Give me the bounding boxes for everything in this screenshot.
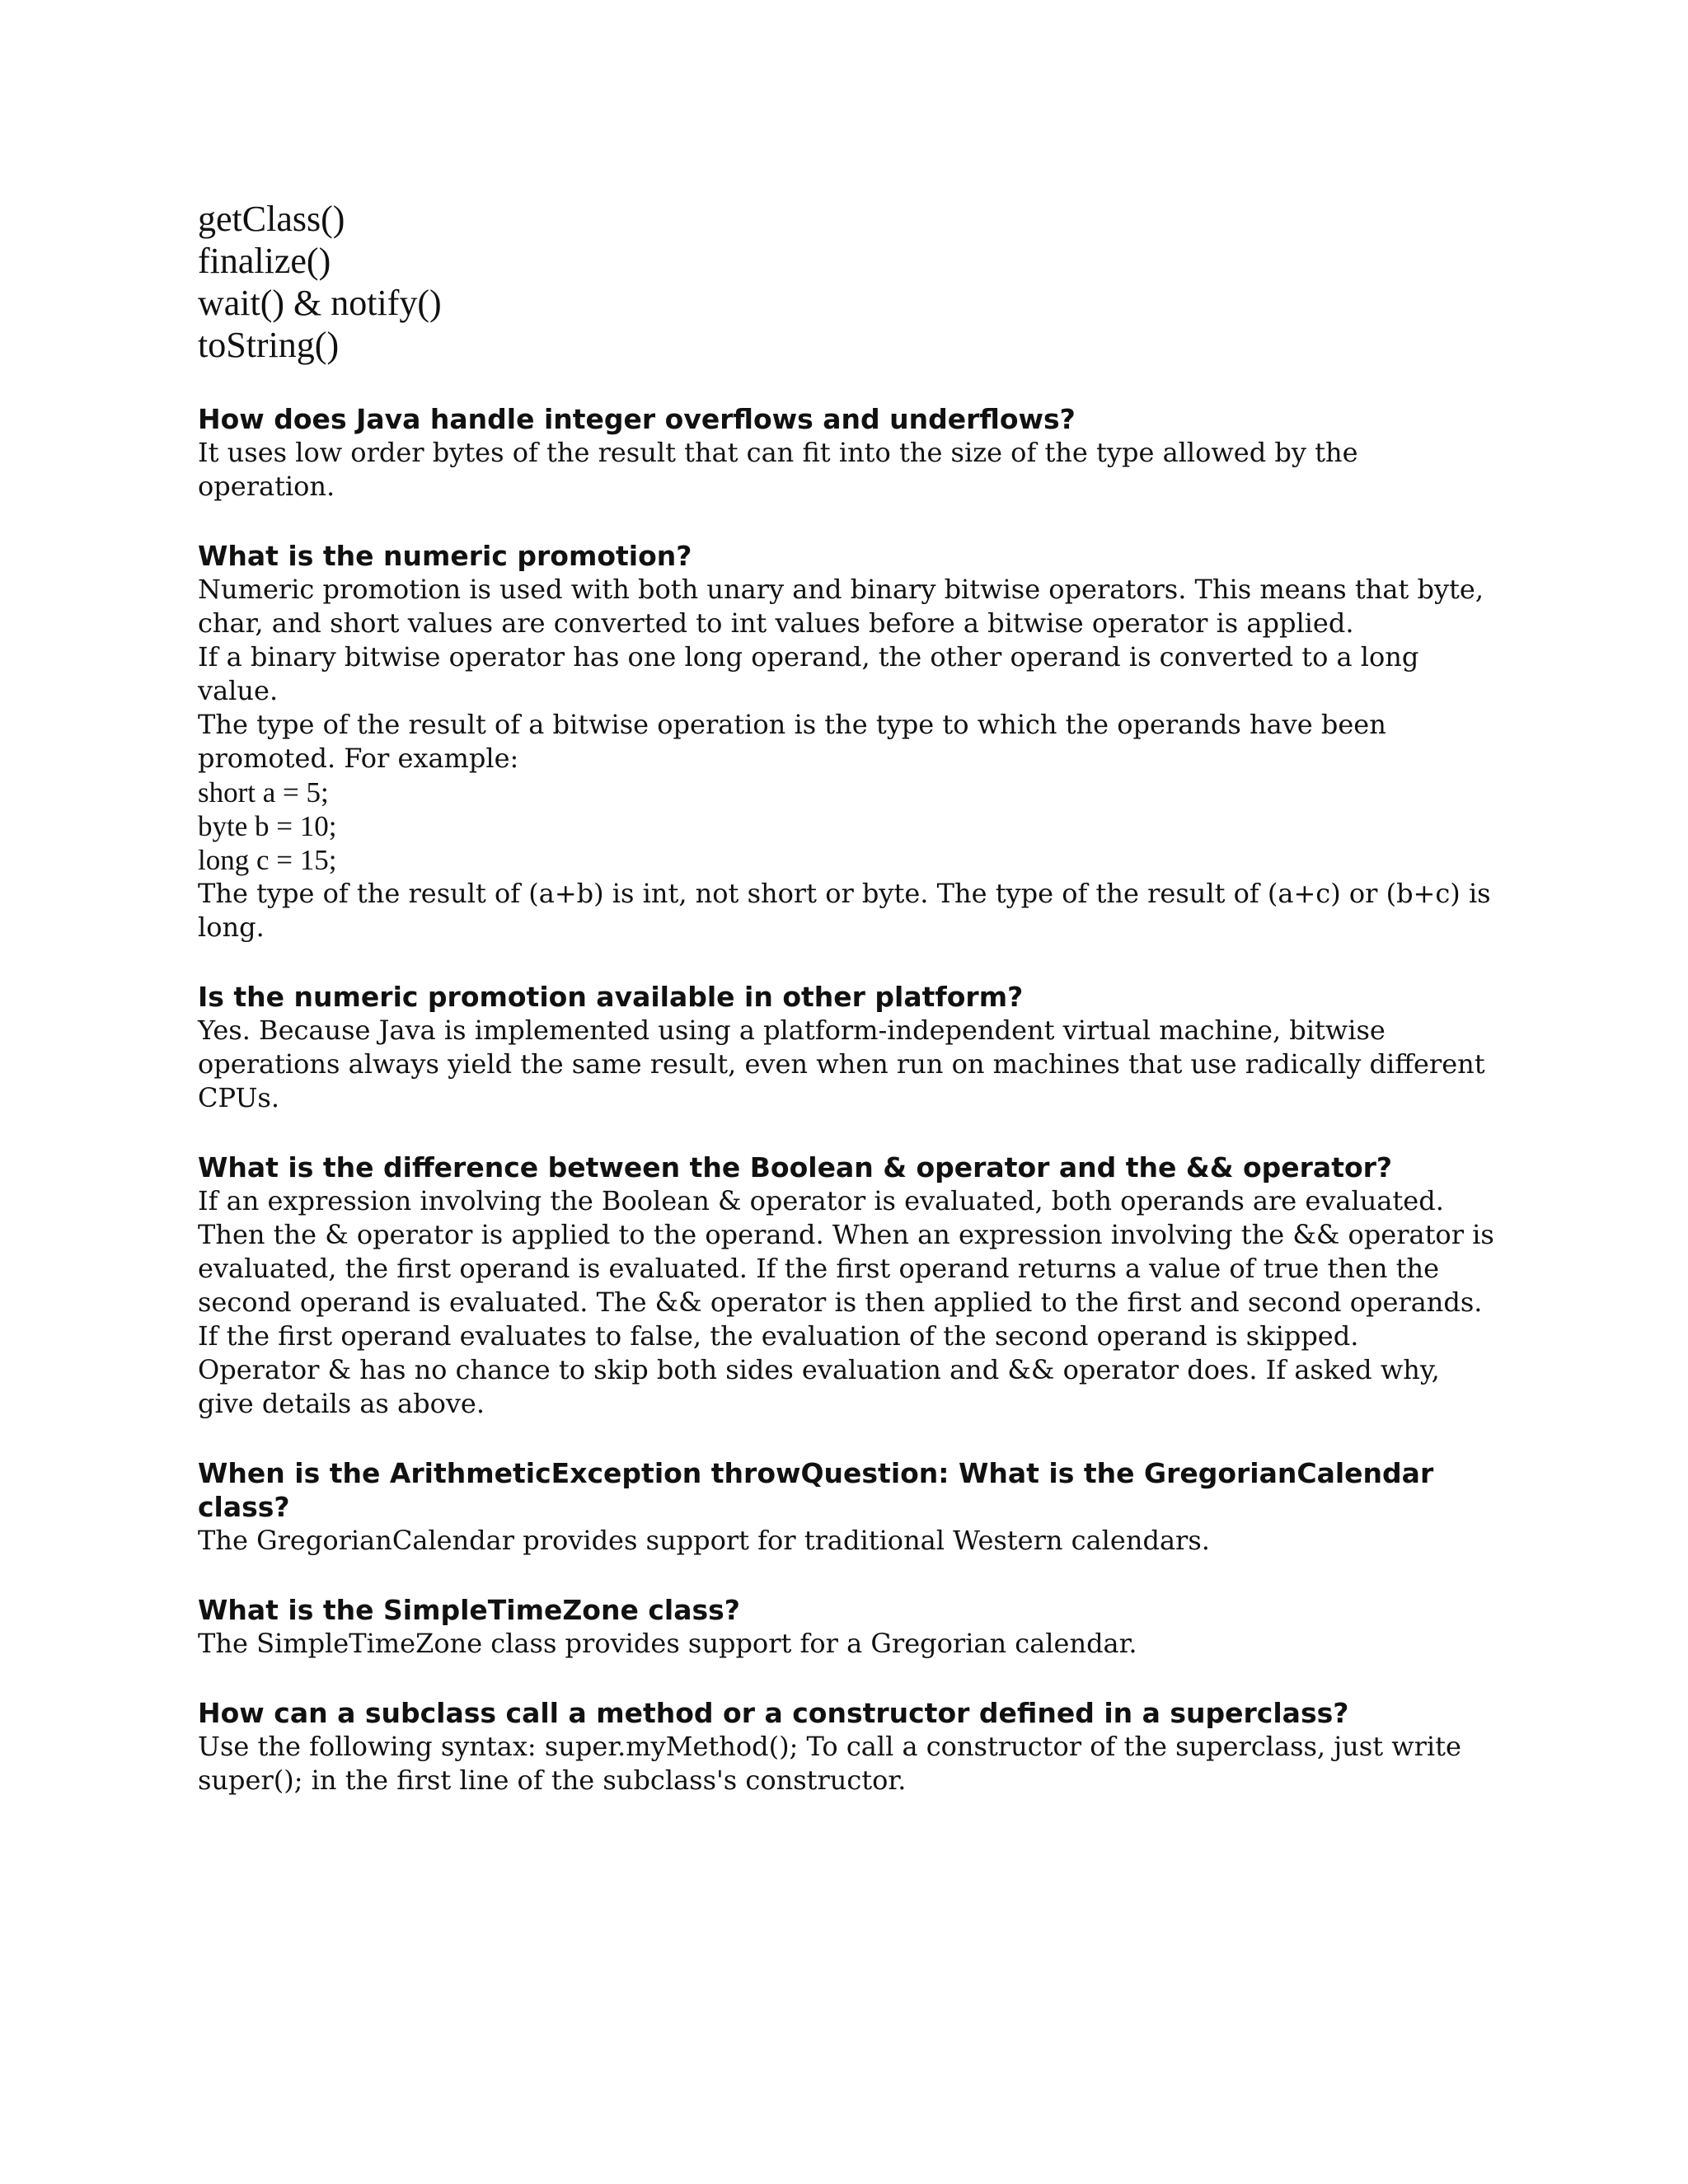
- question-heading: How can a subclass call a method or a constructor defined in a superclass?: [198, 1697, 1349, 1729]
- qa-gregorian-calendar: [198, 1456, 1500, 1558]
- answer-paragraph: Operator & has no chance to skip both sides evaluation and && operator does. If asked why, give details as above.: [198, 1354, 1440, 1419]
- method-item: getClass(): [198, 199, 345, 239]
- answer-text: [198, 1184, 1500, 1421]
- method-list: [198, 198, 1500, 366]
- qa-simple-time-zone: [198, 1593, 1500, 1661]
- question-heading: When is the ArithmeticException throwQuestion: What is the GregorianCalendar class?: [198, 1457, 1434, 1523]
- answer-text: [198, 573, 1500, 944]
- code-line: long c = 15;: [198, 844, 337, 876]
- answer-paragraph: Yes. Because Java is implemented using a platform-independent virtual machine, bitwise operations always yield the same result, even when run on machines that use radically different CPUs.: [198, 1015, 1485, 1113]
- qa-numeric-promotion: [198, 539, 1500, 944]
- answer-paragraph: The GregorianCalendar provides support for traditional Western calendars.: [198, 1525, 1210, 1556]
- method-item: finalize(): [198, 241, 331, 281]
- method-item: toString(): [198, 325, 340, 365]
- question-heading: Is the numeric promotion available in other platform?: [198, 981, 1024, 1013]
- answer-paragraph: The type of the result of a bitwise operation is the type to which the operands have been promoted. For example:: [198, 709, 1386, 774]
- answer-paragraph: Use the following syntax: super.myMethod(); To call a constructor of the superclass, just write super(); in the first line of the subclass's constructor.: [198, 1731, 1461, 1796]
- answer-text: [198, 1524, 1500, 1558]
- question-heading: What is the SimpleTimeZone class?: [198, 1594, 740, 1626]
- question-heading: What is the numeric promotion?: [198, 540, 692, 572]
- answer-text: [198, 436, 1500, 504]
- qa-superclass-call: [198, 1696, 1500, 1797]
- answer-paragraph: The SimpleTimeZone class provides support for a Gregorian calendar.: [198, 1628, 1137, 1659]
- question-heading: How does Java handle integer overflows and underflows?: [198, 403, 1076, 435]
- qa-integer-overflow: [198, 402, 1500, 504]
- answer-paragraph: If an expression involving the Boolean & operator is evaluated, both operands are evaluated. Then the & operator is applied to the operand. When an expression involving the && operator is evaluated, the first operand is evaluated. If the first operand returns a value of true then the second operand is evaluated. The && operator is then applied to the first and second operands. If the first operand evaluates to false, the evaluation of the second operand is skipped.: [198, 1185, 1494, 1352]
- code-line: byte b = 10;: [198, 810, 337, 842]
- answer-text: [198, 1014, 1500, 1115]
- code-line: short a = 5;: [198, 776, 329, 808]
- answer-paragraph: If a binary bitwise operator has one long operand, the other operand is converted to a long value.: [198, 641, 1419, 706]
- answer-paragraph: The type of the result of (a+b) is int, not short or byte. The type of the result of (a+c) or (b+c) is long.: [198, 878, 1491, 943]
- answer-paragraph: Numeric promotion is used with both unary and binary bitwise operators. This means that byte, char, and short values are converted to int values before a bitwise operator is applied.: [198, 574, 1484, 639]
- document-page: [198, 198, 1500, 1833]
- method-item: wait() & notify(): [198, 283, 442, 323]
- answer-text: [198, 1627, 1500, 1661]
- answer-text: [198, 1730, 1500, 1797]
- qa-boolean-operators: [198, 1151, 1500, 1421]
- qa-other-platform: [198, 980, 1500, 1115]
- question-heading: What is the difference between the Boolean & operator and the && operator?: [198, 1151, 1393, 1183]
- answer-paragraph: It uses low order bytes of the result that can fit into the size of the type allowed by the operation.: [198, 437, 1358, 502]
